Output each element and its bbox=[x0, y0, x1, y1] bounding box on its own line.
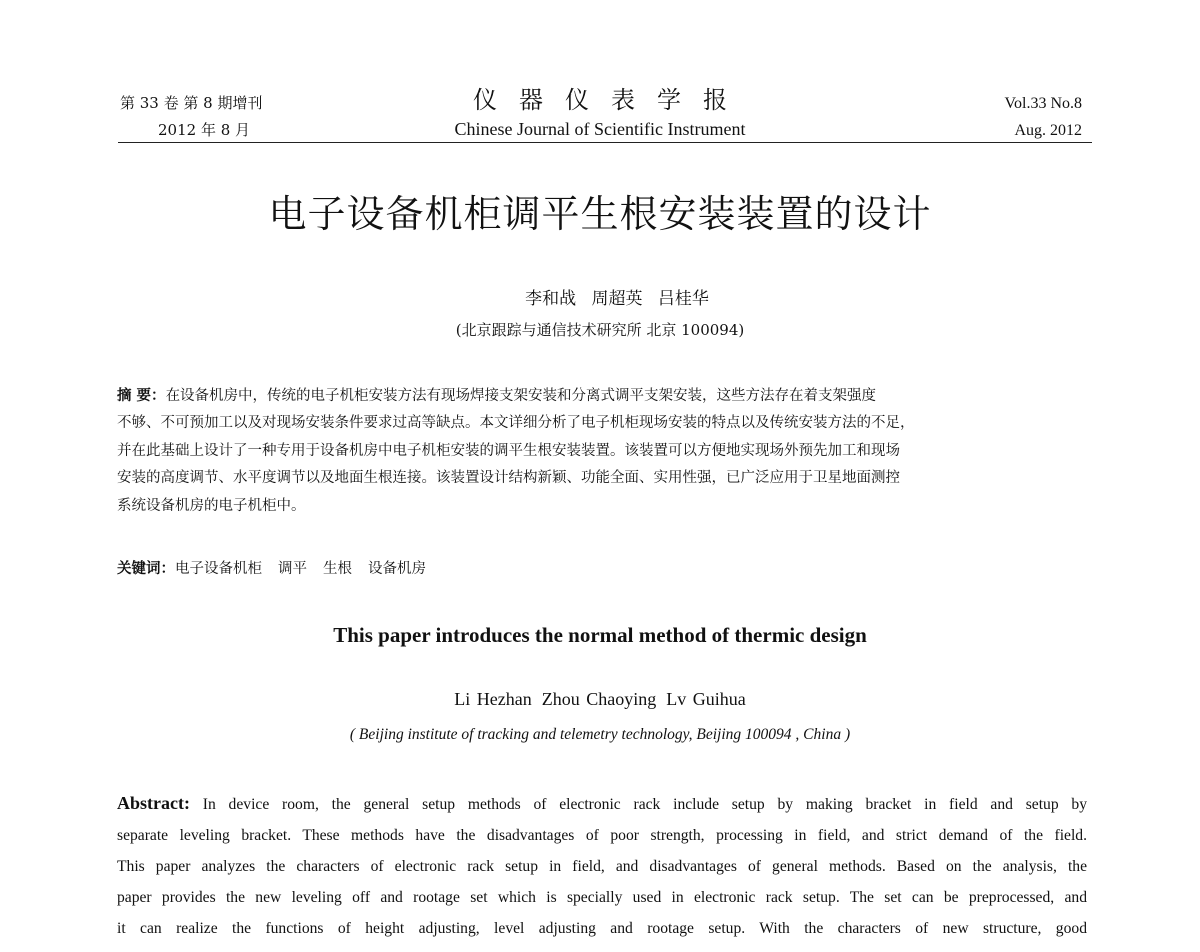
abstract-cn-line: 安装的高度调节、水平度调节以及地面生根连接。该装置设计结构新颖、功能全面、实用性强，已广泛应用于卫星地面测控 bbox=[117, 470, 900, 487]
keyword-cn: 生根 bbox=[323, 561, 352, 577]
affiliation-en: ( Beijing institute of tracking and telemetry technology, Beijing 100094 , China ) bbox=[349, 726, 851, 743]
abstract-cn-line: 不够、不可预加工以及对现场安装条件要求过高等缺点。本文详细分析了电子机柜现场安装的特点以及传统安装方法的不足， bbox=[117, 415, 915, 432]
abstract-en-text: In device room, the general setup methods of electronic rack include setup by making bracket in field and setup by bbox=[202, 796, 1087, 813]
affiliation-cn: (北京跟踪与通信技术研究所 北京 100094) bbox=[455, 321, 745, 339]
authors-cn: 李和战 周超英 吕桂华 bbox=[525, 289, 709, 309]
abstract-cn-line: 在设备机房中，传统的电子机柜安装方法有现场焊接支架安装和分离式调平支架安装，这些方法存在着支架强度 bbox=[165, 388, 877, 404]
abstract-en-line: it can realize the functions of height adjusting, level adjusting and rootage setup. With the characters of new structure, good bbox=[117, 920, 1087, 937]
abstract-en-line: This paper analyzes the characters of electronic rack setup in field, and disadvantages of general methods. Based on the analysis, the bbox=[117, 858, 1087, 875]
header-rule bbox=[118, 142, 1092, 143]
paper-title-en: This paper introduces the normal method of thermic design bbox=[333, 623, 867, 647]
paper-title-cn: 电子设备机柜调平生根安装装置的设计 bbox=[268, 192, 932, 236]
author-en: Lv Guihua bbox=[666, 689, 746, 709]
volume-issue: 第 33 卷 第 8 期增刊 bbox=[120, 94, 263, 112]
journal-name-en: Chinese Journal of Scientific Instrument bbox=[454, 119, 746, 139]
header-left bbox=[120, 90, 262, 144]
abstract-en-label: Abstract: bbox=[117, 793, 190, 813]
issue-date: 2012 年 8 月 bbox=[158, 121, 251, 139]
abstract-en-line: separate leveling bracket. These methods have the disadvantages of poor strength, processing in field, and strict demand of the field. bbox=[117, 827, 1087, 844]
header-center bbox=[380, 84, 820, 142]
abstract-cn-line: 系统设备机房的电子机柜中。 bbox=[117, 497, 306, 514]
abstract-cn-line: 并在此基础上设计了一种专用于设备机房中电子机柜安装的调平生根安装装置。该装置可以方便地实现场外预先加工和现场 bbox=[117, 442, 900, 459]
journal-name-cn: 仪器仪表学报 bbox=[473, 86, 749, 114]
keyword-cn: 设备机房 bbox=[368, 561, 426, 577]
keywords-cn bbox=[117, 555, 1085, 583]
author-en: Zhou Chaoying bbox=[541, 689, 657, 709]
keyword-cn: 调平 bbox=[278, 561, 307, 577]
abstract-en bbox=[117, 788, 1087, 944]
abstract-en-line: paper provides the new leveling off and rootage set which is specially used in electronic rack setup. The set can be preprocessed, and bbox=[117, 889, 1087, 906]
keywords-cn-label: 关键词： bbox=[117, 560, 175, 577]
header-right bbox=[1005, 90, 1083, 144]
abstract-en-line bbox=[117, 788, 1087, 820]
date-en: Aug. 2012 bbox=[1014, 122, 1082, 139]
authors-en bbox=[0, 686, 1200, 712]
keyword-cn: 电子设备机柜 bbox=[175, 561, 262, 577]
abstract-cn-label: 摘 要： bbox=[117, 387, 166, 404]
author-en: Li Hezhan bbox=[454, 689, 532, 709]
abstract-cn bbox=[117, 382, 1085, 520]
volume-en: Vol.33 No.8 bbox=[1004, 95, 1082, 112]
